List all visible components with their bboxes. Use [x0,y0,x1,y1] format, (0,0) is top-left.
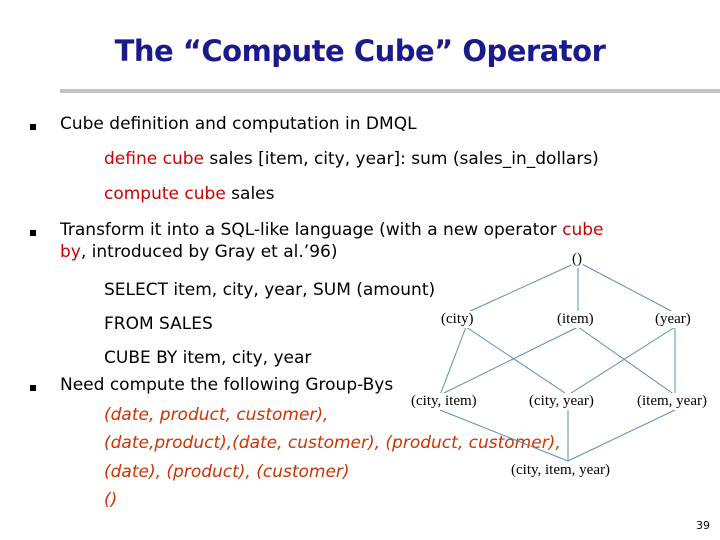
bullet-1-text: Cube definition and computation in DMQL [60,114,417,134]
lattice-edge [440,327,466,395]
lattice-edge [466,262,578,313]
lattice-node-apex: () [572,251,582,267]
lattice-node-item-year: (item, year) [637,393,707,409]
lattice-edge [568,410,675,461]
lattice-node-city-item-year: (city, item, year) [511,462,610,478]
lattice-node-city: (city) [441,311,474,327]
lattice-edge [578,262,675,313]
lattice-node-item: (item) [557,311,594,327]
page-number: 39 [696,519,710,532]
define-cube-keyword: define cube [104,149,204,169]
sql-from-line: FROM SALES [104,314,213,334]
groupby-line-2: (date,product),(date, customer), (product, customer), [104,433,561,453]
by-keyword: by [60,242,81,262]
groupby-line-4: () [104,490,118,510]
cube-keyword: cube [562,220,604,240]
lattice-node-city-year: (city, year) [529,393,594,409]
bullet-2-text-b: , introduced by Gray et al.’96) [80,242,338,262]
sql-cube-by-line: CUBE BY item, city, year [104,348,312,368]
bullet-2-text-a: Transform it into a SQL-like language (with a new operator [60,220,563,240]
groupby-line-3: (date), (product), (customer) [104,462,350,482]
lattice-edge [568,327,675,395]
compute-cube-rest: sales [225,184,275,204]
compute-cube-keyword: compute cube [104,184,226,204]
lattice-edge [440,327,578,395]
groupby-line-1: (date, product, customer), [104,405,329,425]
bullet-3-text: Need compute the following Group-Bys [60,375,394,395]
lattice-node-year: (year) [655,311,691,327]
define-cube-rest: sales [item, city, year]: sum (sales_in_dollars) [203,149,599,169]
lattice-edge [440,410,568,461]
lattice-edge [578,327,675,395]
lattice-edge [466,327,568,395]
lattice-node-city-item: (city, item) [411,393,477,409]
sql-select-line: SELECT item, city, year, SUM (amount) [104,280,436,300]
slide-title: The “Compute Cube” Operator [114,34,606,68]
